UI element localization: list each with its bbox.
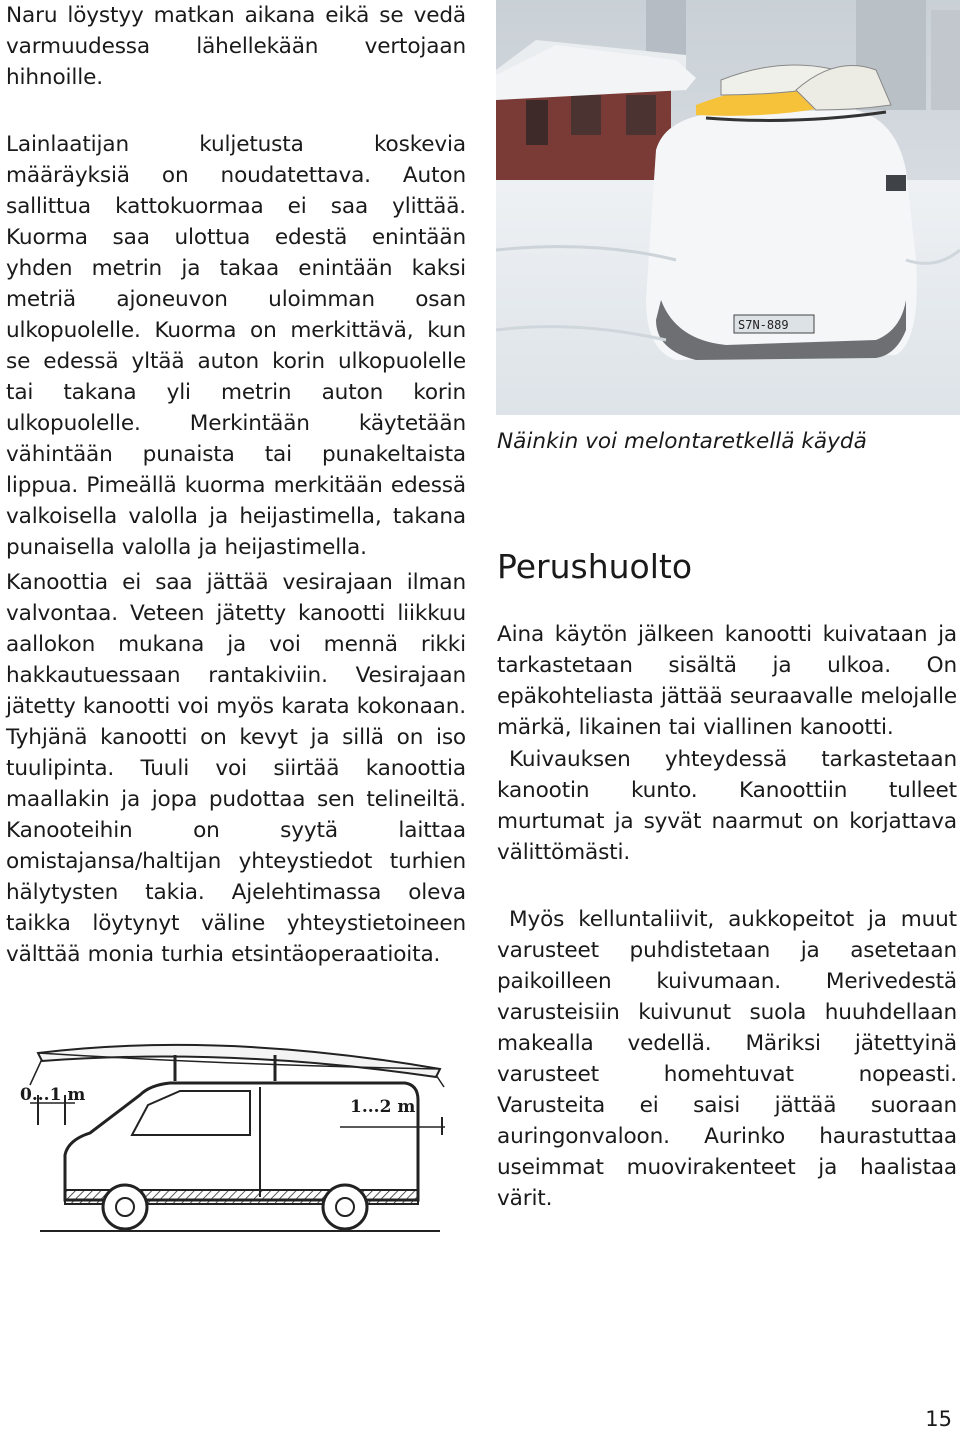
car-canoe-drawing bbox=[20, 1025, 450, 1260]
left-paragraph-1: Naru löystyy matkan aikana eikä se vedä varmuudessa lähellekään vertojaan hihnoille. bbox=[6, 3, 466, 90]
license-plate-text: S7N-889 bbox=[738, 318, 789, 332]
left-paragraph-2: Lainlaatijan kuljetusta koskevia määräyksiä on noudatettava. Auton sallittua kattokuormaa ei saa ylittää. Kuorma saa ulottua edestä enintään yhden metrin ja takaa enintään kaksi metriä ajoneuvon uloimman osan ulkopuolelle. Kuorma on merkittävä, kun se edessä yltää auton korin ulkopuolelle tai takana yli metrin auton korin ulkopuolelle. Merkintään käytetään vähintään punaista tai punakeltaista lippua. Pimeällä kuorma merkitään edessä valkoisella valolla ja heijastimella, takana punaisella valolla ja heijastimella. bbox=[6, 132, 466, 560]
snow-car-illustration bbox=[496, 0, 960, 415]
left-paragraph-3: Kanoottia ei saa jättää vesirajaan ilman valvontaa. Veteen jätetty kanootti liikkuu aallokon mukana ja voi mennä rikki hakkautuessaan rantakiviin. Vesirajaan jätetty kanootti voi myös karata kokonaan. Tyhjänä kanootti on kevyt ja sillä on iso tuulipinta. Tuuli voi siirtää kanoottia maallakin ja jopa pudottaa sen telineiltä. Kanooteihin on syytä laittaa omistajansa/haltijan yhteystiedot turhien hälytysten takia. Ajelehtimassa oleva taikka löytynyt väline yhteystietoineen välttää monia turhia etsintäoperaatioita. bbox=[6, 570, 466, 967]
rear-overhang-label: 1...2 m bbox=[350, 1097, 416, 1117]
right-paragraph-3: Myös kelluntaliivit, aukkopeitot ja muut varusteet puhdistetaan ja asetetaan paikoilleen kuivumaan. Merivedestä varusteisiin kuivunut suola huuhdellaan makealla vedellä. Märiksi jätettyinä varusteet homehtuvat nopeasti. Varusteita ei saisi jättää suoraan auringonvaloon. Aurinko haurastuttaa useimmat muovirakenteet ja haalistaa värit. bbox=[497, 907, 957, 1211]
roof-load-diagram bbox=[20, 1025, 450, 1260]
page-number: 15 bbox=[925, 1407, 952, 1431]
photo-caption: Näinkin voi melontaretkellä käydä bbox=[497, 429, 867, 454]
snow-car-photo bbox=[496, 0, 960, 415]
right-paragraph-1-container bbox=[497, 619, 957, 743]
right-paragraph-2-container bbox=[497, 744, 957, 868]
right-paragraph-2: Kuivauksen yhteydessä tarkastetaan kanootin kunto. Kanoottiin tulleet murtumat ja syvät naarmut on korjattava välittömästi. bbox=[497, 747, 957, 865]
front-overhang-label: 0...1 m bbox=[20, 1085, 86, 1105]
right-paragraph-1: Aina käytön jälkeen kanootti kuivataan ja tarkastetaan sisältä ja ulkoa. On epäkohteliasta jättää seuraavalle melojalle märkä, likainen tai viallinen kanootti. bbox=[497, 622, 957, 740]
section-heading: Perushuolto bbox=[497, 547, 693, 586]
right-paragraph-3-container bbox=[497, 904, 957, 1214]
